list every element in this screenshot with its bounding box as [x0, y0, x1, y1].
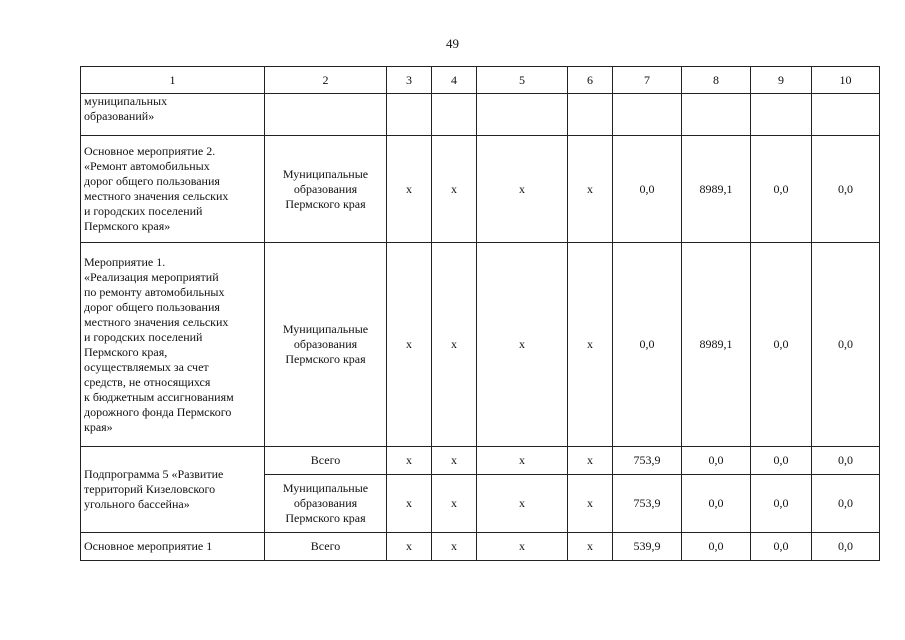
- value-cell: 753,9: [613, 447, 682, 475]
- value-cell: [568, 94, 613, 136]
- header-row: [81, 67, 880, 94]
- column-header: 10: [812, 67, 880, 94]
- row-name-cell: Основное мероприятие 2. «Ремонт автомобильных дорог общего пользования местного значения сельских и городских поселений Пермского края»: [81, 136, 265, 243]
- table-row: [81, 533, 880, 561]
- value-cell: х: [432, 136, 477, 243]
- value-cell: 0,0: [613, 136, 682, 243]
- value-cell: 0,0: [751, 447, 812, 475]
- executor-cell: [265, 94, 387, 136]
- value-cell: 0,0: [682, 533, 751, 561]
- value-cell: 0,0: [751, 243, 812, 447]
- value-cell: х: [568, 475, 613, 533]
- value-cell: 0,0: [751, 136, 812, 243]
- value-cell: х: [387, 475, 432, 533]
- table-row: [81, 447, 880, 475]
- row-name-cell: муниципальных образований»: [81, 94, 265, 136]
- value-cell: х: [477, 136, 568, 243]
- value-cell: 539,9: [613, 533, 682, 561]
- value-cell: х: [568, 136, 613, 243]
- value-cell: [751, 94, 812, 136]
- value-cell: 0,0: [751, 475, 812, 533]
- value-cell: х: [432, 243, 477, 447]
- value-cell: х: [432, 475, 477, 533]
- value-cell: х: [568, 447, 613, 475]
- budget-table: [80, 66, 880, 561]
- table-row: [81, 94, 880, 136]
- value-cell: х: [477, 447, 568, 475]
- value-cell: х: [387, 447, 432, 475]
- column-header: 6: [568, 67, 613, 94]
- value-cell: 0,0: [812, 533, 880, 561]
- value-cell: 753,9: [613, 475, 682, 533]
- value-cell: х: [477, 475, 568, 533]
- value-cell: х: [477, 533, 568, 561]
- value-cell: 8989,1: [682, 243, 751, 447]
- value-cell: 0,0: [812, 475, 880, 533]
- executor-cell: Муниципальные образования Пермского края: [265, 243, 387, 447]
- page-number: 49: [446, 36, 459, 51]
- value-cell: [477, 94, 568, 136]
- value-cell: х: [387, 136, 432, 243]
- executor-cell: Всего: [265, 533, 387, 561]
- column-header: 3: [387, 67, 432, 94]
- row-name-cell: Основное мероприятие 1: [81, 533, 265, 561]
- value-cell: х: [568, 533, 613, 561]
- value-cell: х: [387, 533, 432, 561]
- value-cell: 0,0: [682, 447, 751, 475]
- value-cell: х: [477, 243, 568, 447]
- value-cell: 0,0: [613, 243, 682, 447]
- executor-cell: Муниципальные образования Пермского края: [265, 136, 387, 243]
- value-cell: [432, 94, 477, 136]
- value-cell: 0,0: [812, 136, 880, 243]
- value-cell: [613, 94, 682, 136]
- executor-cell: Муниципальные образования Пермского края: [265, 475, 387, 533]
- value-cell: х: [387, 243, 432, 447]
- value-cell: х: [432, 447, 477, 475]
- table-row: [81, 243, 880, 447]
- column-header: 8: [682, 67, 751, 94]
- column-header: 2: [265, 67, 387, 94]
- column-header: 5: [477, 67, 568, 94]
- executor-cell: Всего: [265, 447, 387, 475]
- value-cell: 8989,1: [682, 136, 751, 243]
- row-name-cell: Подпрограмма 5 «Развитие территорий Кизеловского угольного бассейна»: [81, 447, 265, 533]
- value-cell: х: [432, 533, 477, 561]
- column-header: 4: [432, 67, 477, 94]
- value-cell: 0,0: [812, 243, 880, 447]
- row-name-cell: Мероприятие 1. «Реализация мероприятий по ремонту автомобильных дорог общего пользования местного значения сельских и городских поселений Пермского края, осуществляемых за счет средств, не относящихся к бюджетным ассигнованиям дорожного фонда Пермского края»: [81, 243, 265, 447]
- value-cell: х: [568, 243, 613, 447]
- column-header: 1: [81, 67, 265, 94]
- column-header: 7: [613, 67, 682, 94]
- value-cell: 0,0: [682, 475, 751, 533]
- value-cell: [682, 94, 751, 136]
- value-cell: [812, 94, 880, 136]
- value-cell: [387, 94, 432, 136]
- column-header: 9: [751, 67, 812, 94]
- table-row: [81, 136, 880, 243]
- value-cell: 0,0: [751, 533, 812, 561]
- value-cell: 0,0: [812, 447, 880, 475]
